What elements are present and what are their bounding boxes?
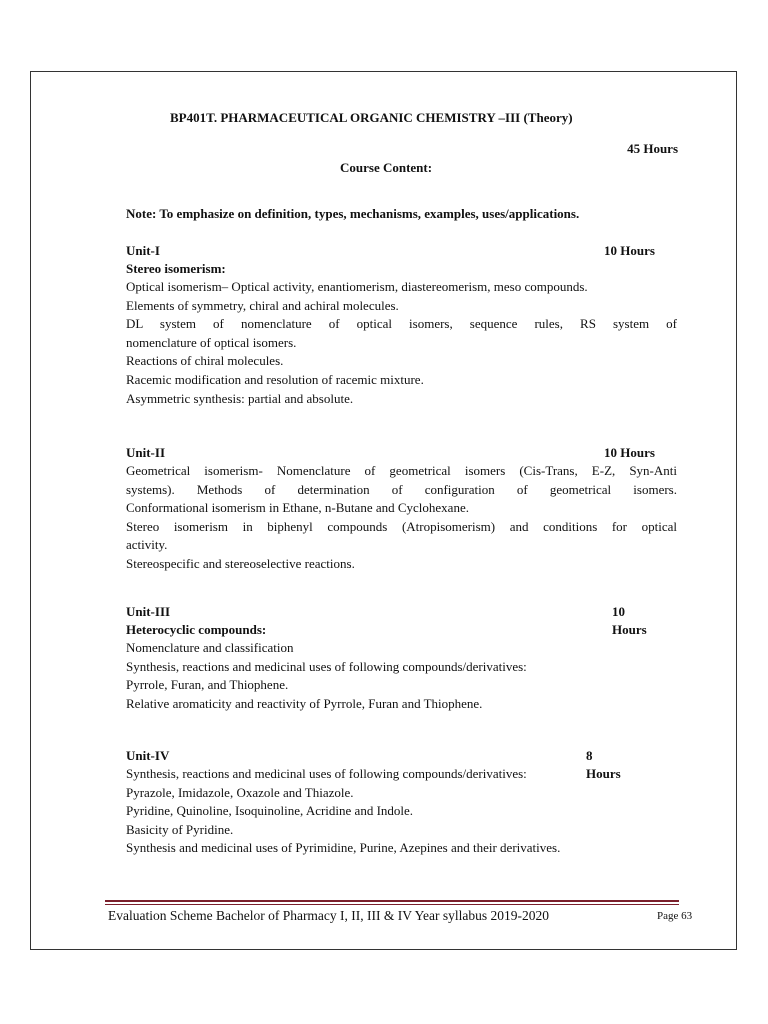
unit-3-hours: 10 Hours <box>612 604 647 637</box>
unit-1-line: DL system of nomenclature of optical isomers, sequence rules, RS system of <box>126 316 677 332</box>
total-hours: 45 Hours <box>627 141 678 156</box>
unit-1-line: nomenclature of optical isomers. <box>126 334 297 350</box>
unit-4-line: Basicity of Pyridine. <box>126 821 234 837</box>
unit-4-line: Pyrazole, Imidazole, Oxazole and Thiazole. <box>126 784 354 800</box>
course-title: BP401T. PHARMACEUTICAL ORGANIC CHEMISTRY –III (Theory) <box>170 110 573 125</box>
unit-2-line: activity. <box>126 537 168 553</box>
unit-1-header <box>126 242 677 260</box>
unit-2-line: Stereo isomerism in biphenyl compounds (Atropisomerism) and conditions for optical <box>126 518 677 534</box>
unit-1-name: Unit-I <box>126 243 160 258</box>
unit-4-hours: 8 Hours <box>586 748 621 781</box>
unit-3-section <box>126 603 647 713</box>
unit-2-header <box>126 444 677 462</box>
unit-1-line: Reactions of chiral molecules. <box>126 353 284 369</box>
unit-4-line: Synthesis, reactions and medicinal uses of following compounds/derivatives: <box>126 766 527 781</box>
unit-2-line: Geometrical isomerism- Nomenclature of geometrical isomers (Cis-Trans, E-Z, Syn-Anti <box>126 463 677 478</box>
unit-4-line: Synthesis and medicinal uses of Pyrimidine, Purine, Azepines and their derivatives. <box>126 840 561 856</box>
page-number: Page 63 <box>657 910 693 922</box>
unit-1-line: Elements of symmetry, chiral and achiral molecules. <box>126 297 399 313</box>
unit-4-section <box>126 747 621 858</box>
unit-1-line: Optical isomerism– Optical activity, enantiomerism, diastereomerism, meso compounds. <box>126 279 588 294</box>
unit-3-line: Synthesis, reactions and medicinal uses of following compounds/derivatives: <box>126 658 527 674</box>
unit-2-line: Conformational isomerism in Ethane, n-Butane and Cyclohexane. <box>126 500 469 516</box>
unit-1-hours: 10 Hours <box>604 243 655 258</box>
unit-4-name: Unit-IV <box>126 748 170 763</box>
unit-3-line: Nomenclature and classification <box>126 640 294 655</box>
unit-1-section <box>126 242 677 408</box>
unit-3-subtitle: Heterocyclic compounds: <box>126 622 267 637</box>
unit-3-line: Pyrrole, Furan, and Thiophene. <box>126 677 289 693</box>
footer-rule-thick <box>105 900 679 902</box>
unit-2-name: Unit-II <box>126 445 166 460</box>
unit-1-subtitle: Stereo isomerism: <box>126 261 226 276</box>
unit-1-line: Asymmetric synthesis: partial and absolute. <box>126 390 354 406</box>
unit-3-name: Unit-III <box>126 604 171 619</box>
unit-2-line: systems). Methods of determination of configuration of geometrical isomers. <box>126 481 677 497</box>
unit-3-line: Relative aromaticity and reactivity of Pyrrole, Furan and Thiophene. <box>126 695 483 711</box>
unit-1-line: Racemic modification and resolution of racemic mixture. <box>126 371 424 387</box>
unit-2-line: Stereospecific and stereoselective reactions. <box>126 555 355 571</box>
note: Note: To emphasize on definition, types, mechanisms, examples, uses/applications. <box>126 206 580 221</box>
unit-2-hours: 10 Hours <box>604 445 655 460</box>
footer-rule-thin <box>105 904 679 905</box>
unit-2-section <box>126 444 677 574</box>
unit-4-line: Pyridine, Quinoline, Isoquinoline, Acridine and Indole. <box>126 803 414 819</box>
footer-text: Evaluation Scheme Bachelor of Pharmacy I, II, III & IV Year syllabus 2019-2020 <box>108 908 550 923</box>
course-content-label: Course Content: <box>340 160 433 175</box>
